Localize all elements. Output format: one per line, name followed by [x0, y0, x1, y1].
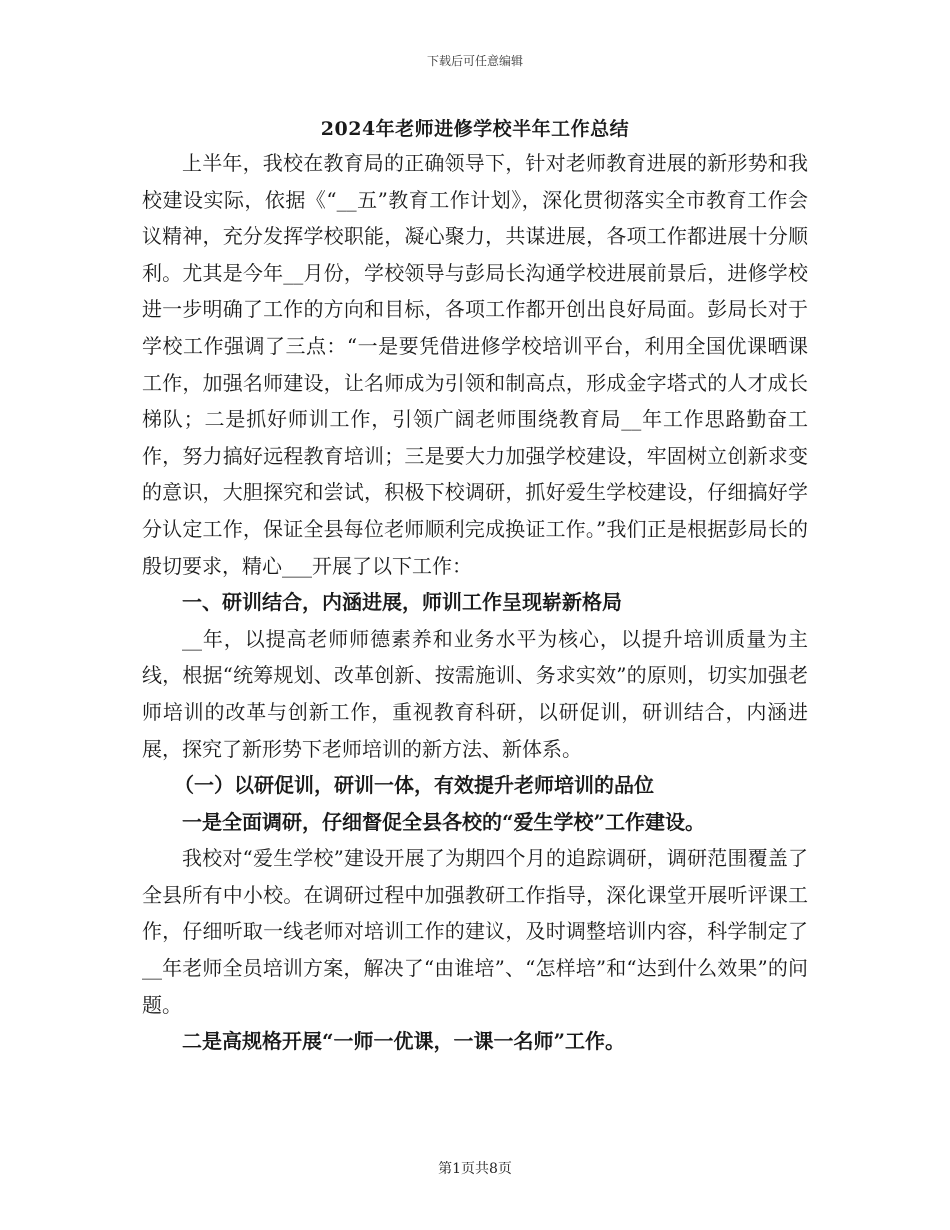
subsection-heading-1: （一）以研促训，研训一体，有效提升老师培训的品位	[174, 773, 654, 798]
document-body	[142, 145, 808, 1060]
document-title: 2024年老师进修学校半年工作总结	[320, 118, 630, 140]
section-1-paragraph: __年，以提高老师师德素养和业务水平为核心，以提升培训质量为主线，根据“统筹规划、改革创新、按需施训、务求实效”的原则，切实加强老师培训的改革与创新工作，重视教育科研，以研促训，研训结合，内涵进展，探究了新形势下老师培训的新方法、新体系。	[142, 626, 808, 761]
point-1-paragraph: 我校对“爱生学校”建设开展了为期四个月的追踪调研，调研范围覆盖了全县所有中小校。在调研过程中加强教研工作指导，深化课堂开展听评课工作，仔细听取一线老师对培训工作的建议，及时调整培训内容，科学制定了__年老师全员培训方案，解决了“由谁培”、“怎样培”和“达到什么效果”的问题。	[142, 846, 808, 1017]
point-heading-2: 二是高规格开展“一师一优课，一课一名师”工作。	[182, 1029, 626, 1054]
intro-paragraph: 上半年，我校在教育局的正确领导下，针对老师教育进展的新形势和我校建设实际，依据《“__五”教育工作计划》，深化贯彻落实全市教育工作会议精神，充分发挥学校职能，凝心聚力，共谋进展，各项工作都进展十分顺利。尤其是今年__月份，学校领导与彭局长沟通学校进展前景后，进修学校进一步明确了工作的方向和目标，各项工作都开创出良好局面。彭局长对于学校工作强调了三点：“一是要凭借进修学校培训平台，利用全国优课晒课工作，加强名师建设，让名师成为引领和制高点，形成金字塔式的人才成长梯队；二是抓好师训工作，引领广阔老师围绕教育局__年工作思路勤奋工作，努力搞好远程教育培训；三是要大力加强学校建设，牢固树立创新求变的意识，大胆探究和尝试，积极下校调研，抓好爱生学校建设，仔细搞好学分认定工作，保证全县每位老师顺利完成换证工作。”我们正是根据彭局长的殷切要求，精心___开展了以下工作：	[142, 151, 808, 578]
page-number: 第1页共8页	[438, 1161, 512, 1177]
header-note: 下载后可任意编辑	[426, 54, 523, 68]
point-heading-1: 一是全面调研，仔细督促全县各校的“爱生学校”工作建设。	[182, 809, 706, 834]
section-heading-1: 一、研训结合，内涵进展，师训工作呈现崭新格局	[182, 590, 622, 615]
